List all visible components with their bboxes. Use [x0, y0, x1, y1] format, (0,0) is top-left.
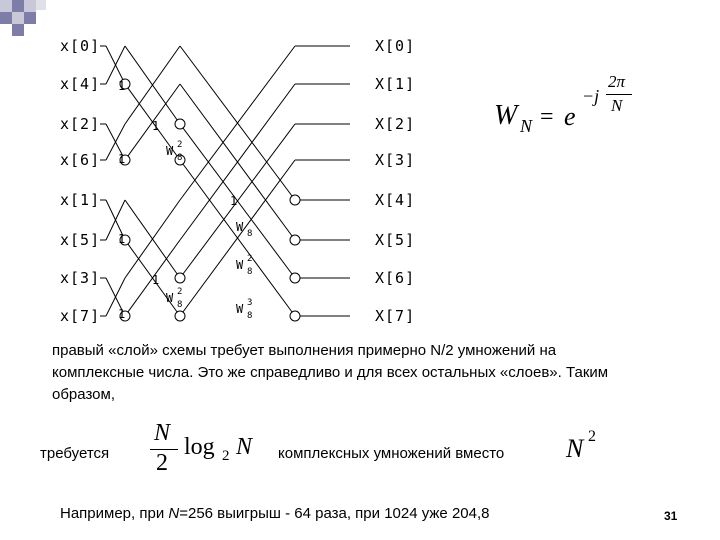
- instead-label: комплексных умножений вместо: [278, 445, 505, 462]
- twiddle-w8-3: [236, 298, 252, 321]
- svg-text:2: 2: [177, 287, 183, 297]
- butterfly-node: [290, 235, 300, 245]
- svg-text:3: 3: [247, 298, 253, 308]
- svg-text:W: W: [236, 220, 244, 234]
- input-label: x[7]: [60, 307, 101, 325]
- butterfly-node: [175, 311, 185, 321]
- output-label: X[7]: [375, 307, 416, 325]
- input-labels: [60, 37, 100, 325]
- twiddle-w8-2-c: [166, 287, 182, 310]
- butterfly-node: [290, 195, 300, 205]
- explanation-paragraph: правый «слой» схемы требует выполнения примерно N/2 умножений на комплексные числа. Это же справедливо и для всех остальных «слоев». Таким образом,: [52, 342, 609, 403]
- svg-text:8: 8: [247, 229, 253, 239]
- svg-text:W: W: [166, 291, 174, 305]
- butterfly-node: [175, 119, 185, 129]
- example-sentence: Например, при N=256 выигрыш - 64 раза, при 1024 уже 204,8: [60, 505, 490, 522]
- output-label: X[0]: [375, 37, 416, 55]
- twiddle-label-1-a: 1: [118, 79, 126, 93]
- input-label: x[1]: [60, 191, 101, 209]
- svg-text:W: W: [166, 144, 174, 158]
- input-label: x[4]: [60, 75, 101, 93]
- output-label: X[5]: [375, 231, 416, 249]
- svg-text:8: 8: [177, 300, 183, 310]
- page-number: 31: [664, 509, 678, 523]
- svg-text:W: W: [236, 258, 244, 272]
- twiddle-label-1-g: 1: [118, 307, 126, 321]
- output-label: X[1]: [375, 75, 416, 93]
- input-label: x[0]: [60, 37, 101, 55]
- svg-text:2: 2: [247, 254, 253, 264]
- twiddle-w8-2-b: [236, 254, 252, 277]
- butterfly-node: [175, 273, 185, 283]
- twiddle-label-1-f: 1: [152, 273, 160, 287]
- output-label: X[6]: [375, 269, 416, 287]
- svg-text:W: W: [236, 302, 244, 316]
- output-labels: [375, 37, 415, 325]
- svg-text:8: 8: [247, 267, 253, 277]
- input-label: x[3]: [60, 269, 101, 287]
- output-label: X[2]: [375, 115, 416, 133]
- butterfly-node: [290, 311, 300, 321]
- twiddle-label-1-b: 1: [152, 119, 160, 133]
- svg-text:8: 8: [247, 311, 253, 321]
- output-label: X[4]: [375, 191, 416, 209]
- twiddle-definition-formula: W N = e −j 2π N: [494, 72, 644, 142]
- n-squared-formula: N 2: [566, 428, 596, 463]
- twiddle-label-1-c: 1: [118, 152, 126, 166]
- input-label: x[2]: [60, 115, 101, 133]
- output-label: X[3]: [375, 151, 416, 169]
- twiddle-label-1-d: 1: [230, 194, 238, 208]
- multiplication-count-formula: N 2 log 2 N: [150, 420, 270, 480]
- twiddle-label-1-e: 1: [118, 232, 126, 246]
- requires-label: требуется: [40, 445, 110, 462]
- svg-text:8: 8: [177, 153, 183, 163]
- input-label: x[5]: [60, 231, 101, 249]
- butterfly-edges: [100, 46, 350, 316]
- svg-text:2: 2: [177, 140, 183, 150]
- butterfly-node: [290, 273, 300, 283]
- input-label: x[6]: [60, 151, 101, 169]
